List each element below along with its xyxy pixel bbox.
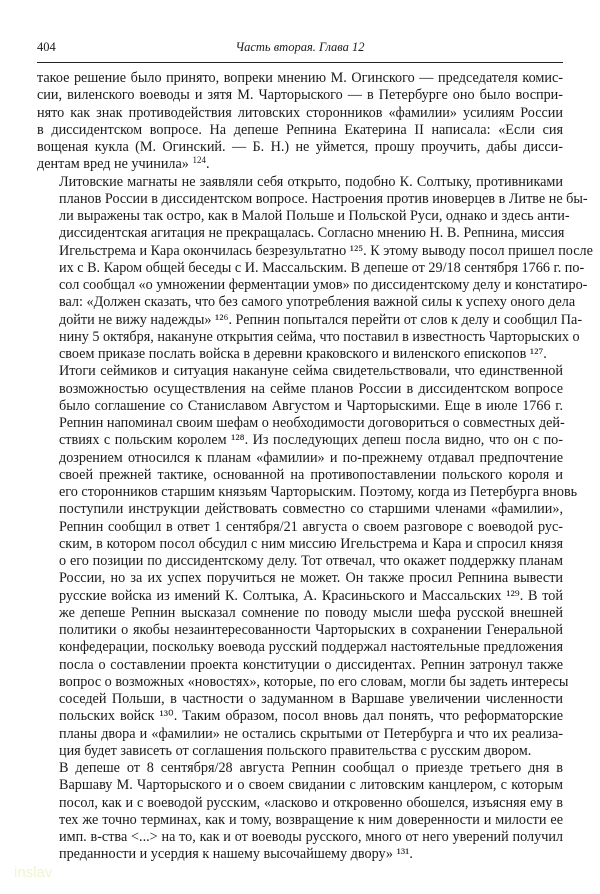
- text-line: Репнин напоминал своим шефам о необходимости договориться о совместных дей-: [59, 415, 565, 431]
- text-line: посла о составлении проекта конституции о диссидентах. Репнин затронул также: [59, 656, 563, 673]
- paragraph-3: [37, 363, 578, 760]
- running-title: Часть вторая. Глава 12: [235, 40, 365, 54]
- text-fragment: .: [205, 156, 210, 173]
- text-line: было соглашение со Станиславом Августом и Чарторыскими. Еще в июле 1766 г.: [59, 397, 563, 414]
- text-line: дозрением относился к планам «фамилии» и по-прежнему отдавал предпочтение: [59, 449, 563, 466]
- text-line: о его позиции по диссидентскому делу. Тот отвечал, что окажет поддержку планам: [59, 553, 563, 569]
- text-line: соседей Польши, в частности о задуманном в Варшаве увеличении численности: [59, 691, 563, 707]
- text-line: же депеше Репнин высказал сомнение по поводу мысли шефа русской внешней: [59, 604, 563, 621]
- text-line: вал: «Должен сказать, что без самого употребления важной силы к успеху оного дела: [59, 294, 576, 311]
- text-line: Варшаву М. Чарторыского и о своем свидании с литовским канцлером, с которым: [59, 777, 563, 794]
- text-line: своем приказе послать войска в деревни краковского и виленского епископов ¹²⁷.: [59, 346, 547, 362]
- text-line: его сторонников старшим князьям Чарторыским. Поэтому, когда из Петербурга вновь: [59, 484, 578, 500]
- text-line: возможностью осуществления на сейме планов России в диссидентском вопросе: [59, 380, 563, 397]
- text-fragment: дентам вред не учинила»: [37, 156, 193, 173]
- body-text: [37, 70, 593, 864]
- text-line: тех же точно терминах, как и тому, возвращение к ним доверенности и милости ее: [59, 811, 563, 828]
- text-line: вопрос о возможных «новостях», которые, по его словам, могли бы задеть интересы: [59, 673, 569, 690]
- text-line: В депеше от 8 сентября/28 августа Репнин сообщал о приезде третьего дня в: [59, 760, 563, 776]
- text-line: ция будет зависеть от соглашения польского правительства с русским двором.: [59, 742, 532, 759]
- text-line: поступили инструкции действовать совместно со старшими членами «фамилии»,: [59, 501, 563, 518]
- text-line: [37, 156, 563, 173]
- text-line: планы двора и «фамилии» не остались скрытыми от Петербурга и что их реализа-: [59, 725, 563, 742]
- text-line: России, но за их успех поручиться не может. Он также просил Репнина вывести: [59, 570, 563, 587]
- text-line: политики о якобы незаинтересованности Чарторыских в сохранении Генеральной: [59, 622, 563, 638]
- text-line: своей прежней тактике, основанной на противопоставлении польского короля и: [59, 466, 563, 483]
- text-line: нину 5 октября, накануне открытия сейма, что поставил в известность Чарторыских о: [59, 328, 580, 345]
- footnote-ref: 124: [192, 155, 206, 166]
- text-line: имп. в-ства <...> на то, как и от воеводы русского, много от него уверений получил: [59, 829, 563, 845]
- text-line: планов России в диссидентском вопросе. Настроения против иноверцев в Литве не бы-: [59, 190, 588, 207]
- page-number: 404: [37, 40, 56, 54]
- header-rule: [37, 62, 563, 63]
- text-line: сии, виленского воеводы и зятя М. Чарторыского — в Петербурге оно было воспри-: [37, 87, 563, 104]
- text-line: Литовские магнаты не заявляли себя открыто, подобно К. Солтыку, противниками: [59, 173, 563, 190]
- text-line: дойти не вижу надежды» ¹²⁶. Репнин попытался перейти от слов к делу и сообщил Па-: [59, 311, 583, 328]
- text-line: русские войска из имений К. Солтыка, А. Красиньского и Массальских ¹²⁹. В той: [59, 587, 563, 604]
- text-line: польских войск ¹³⁰. Таким образом, посол вновь дал понять, что реформаторские: [59, 708, 563, 725]
- paragraph-2: [37, 173, 593, 364]
- text-line: посол, как и с воеводой русским, «ласково и откровенно обошелся, изъясняя ему в: [59, 794, 563, 811]
- text-line: конфедерации, поскольку воевода русский поддержал настоятельные предложения: [59, 639, 563, 656]
- text-line: ским, в котором посол обсудил с ним миссию Игельстрема и Кара и спросил князя: [59, 535, 563, 552]
- text-line: вощеная кукла (М. Огинский. — Б. Н.) не уймется, прошу проучить, дабы дисси-: [37, 139, 563, 155]
- text-line: диссидентская агитация не прекращалась. Согласно мнению Н. В. Репнина, миссия: [59, 225, 565, 242]
- text-line: такое решение было принято, вопреки мнению М. Огинского — председателя комис-: [37, 70, 563, 86]
- text-line: их с В. Каром общей беседы с И. Массальским. В депеше от 29/18 сентября 1766 г. по-: [59, 259, 585, 276]
- paragraph-1: [37, 70, 563, 174]
- text-line: преданности и усердия к нашему высочайшему двору» ¹³¹.: [59, 846, 413, 863]
- text-line: ли выражены так остро, как в Малой Польше и Польской Руси, однако и здесь анти-: [59, 208, 570, 224]
- text-line: Итоги сеймиков и ситуация накануне сейма свидетельствовали, что единственной: [59, 363, 563, 380]
- page-header: [37, 40, 563, 58]
- paragraph-4: [37, 760, 563, 864]
- text-line: Игельстрема и Кара окончилась безрезультатно ¹²⁵. К этому выводу посол пришел после: [59, 242, 593, 259]
- text-line: нято как знак противодействия литовских сторонников «фамилии» усилиям России: [37, 104, 563, 121]
- text-line: ствиях с польским королем ¹²⁸. Из последующих депеш посла видно, что он с по-: [59, 432, 563, 449]
- text-line: в диссидентском вопросе. На депеше Репнина Екатерина II написала: «Если сия: [37, 121, 563, 138]
- text-line: сол сообщал «о умножении ферментации умов» по диссидентскому делу и констатиро-: [59, 277, 588, 293]
- text-line: Репнин сообщил в ответ 1 сентября/21 августа о своем разговоре с воеводой рус-: [59, 518, 563, 535]
- watermark: inslav: [14, 864, 53, 881]
